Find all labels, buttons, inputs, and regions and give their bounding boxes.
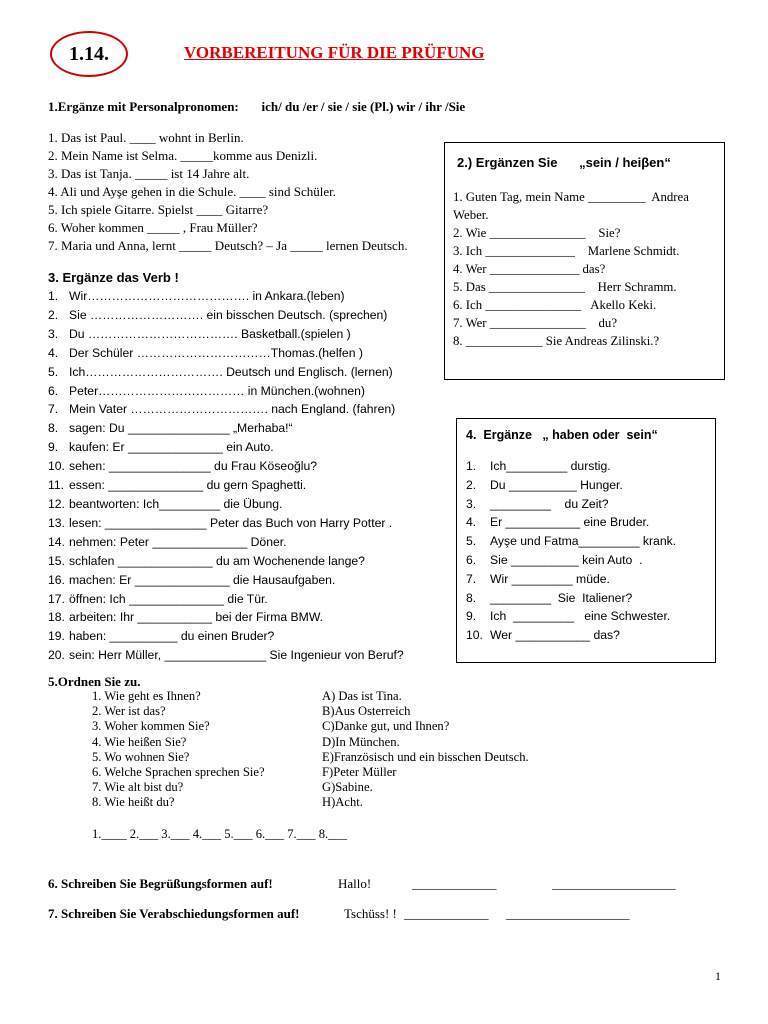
section5-answers	[322, 689, 529, 811]
item-number: 8.	[466, 590, 477, 605]
section3-heading: 3. Ergänze das Verb !	[48, 270, 179, 285]
item-number: 5.	[466, 534, 477, 549]
item-number: 15.	[48, 553, 65, 568]
list-item	[48, 419, 404, 438]
item-text: nehmen: Peter ______________ Döner.	[69, 534, 287, 549]
item-number: 11.	[48, 478, 65, 493]
item-text: Sie ………………………. ein bisschen Deutsch. (sprechen)	[69, 307, 388, 322]
list-item: 1. Guten Tag, mein Name _________ Andrea Weber.	[453, 190, 692, 222]
item-number: 3.	[466, 496, 477, 511]
item-text: schlafen ______________ du am Wochenende lange?	[69, 553, 365, 568]
list-item	[48, 590, 404, 609]
item-text: sagen: Du _______________ „Merhaba!“	[69, 421, 293, 436]
section6-example: Hallo!	[338, 876, 372, 891]
list-item	[466, 607, 676, 626]
list-item	[48, 533, 404, 552]
list-item: 4. Wer ______________ das?	[453, 262, 606, 276]
list-item	[466, 589, 676, 608]
list-item	[48, 627, 404, 646]
list-item: 7. Wer _______________ du?	[453, 316, 618, 330]
list-item	[466, 570, 676, 589]
item-number: 16.	[48, 572, 65, 587]
item-number: 9.	[48, 440, 59, 455]
item-number: 8.	[48, 421, 59, 436]
item-text: lesen: _______________ Peter das Buch von Harry Potter .	[69, 515, 393, 530]
item-text: arbeiten: Ihr ___________ bei der Firma BMW.	[69, 610, 324, 625]
item-text: Wir _________ müde.	[490, 571, 610, 586]
item-text: essen: ______________ du gern Spaghetti.	[69, 478, 307, 493]
section4-box	[456, 418, 716, 663]
list-item	[466, 551, 676, 570]
item-text: Ich……………………………. Deutsch und Englisch. (lernen)	[69, 364, 393, 379]
item-text: _________ Sie Italiener?	[490, 590, 633, 605]
list-item	[48, 646, 404, 665]
answer-item: E)Französisch und ein bisschen Deutsch.	[322, 749, 529, 764]
section5-answer-blanks: 1.____ 2.___ 3.___ 4.___ 5.___ 6.___ 7.___ 8.___	[92, 827, 348, 841]
list-item	[48, 552, 404, 571]
list-item	[48, 363, 404, 382]
item-number: 6.	[466, 552, 477, 567]
item-text: Peter……………………………… in München.(wohnen)	[69, 383, 365, 398]
list-item	[48, 438, 404, 457]
item-text: Ayşe und Fatma_________ krank.	[490, 534, 677, 549]
question-item: 4. Wie heißen Sie?	[92, 734, 187, 749]
item-number: 20.	[48, 648, 65, 663]
question-item: 5. Wo wohnen Sie?	[92, 749, 190, 764]
list-item: 4. Ali und Ayşe gehen in die Schule. ____ sind Schüler.	[48, 184, 337, 199]
item-text: sein: Herr Müller, _______________ Sie Ingenieur von Beruf?	[69, 648, 404, 663]
item-text: Mein Vater ……………………………. nach England. (fahren)	[69, 402, 396, 417]
list-item: 8. ____________ Sie Andreas Zilinski.?	[453, 334, 660, 348]
list-item: 5. Ich spiele Gitarre. Spielst ____ Gitarre?	[48, 202, 269, 217]
item-text: Ich _________ eine Schwester.	[490, 609, 671, 624]
list-item: 2. Wie _______________ Sie?	[453, 226, 621, 240]
list-item	[466, 513, 676, 532]
item-number: 1.	[466, 459, 477, 473]
section7-blank-1: _____________	[404, 906, 489, 921]
list-item	[48, 382, 404, 401]
item-number: 13.	[48, 515, 65, 530]
list-item: 3. Das ist Tanja. _____ ist 14 Jahre alt.	[48, 166, 250, 181]
section5-questions	[92, 689, 265, 811]
item-number: 19.	[48, 629, 65, 644]
list-item	[48, 608, 404, 627]
section3-list	[48, 287, 404, 665]
item-text: machen: Er ______________ die Hausaufgaben.	[69, 572, 336, 587]
question-item: 1. Wie geht es Ihnen?	[92, 689, 201, 703]
item-text: Wir…………………………………. in Ankara.(leben)	[69, 289, 345, 303]
section4-list	[466, 457, 676, 645]
item-text: _________ du Zeit?	[490, 496, 609, 511]
list-item	[466, 495, 676, 514]
item-number: 10.	[466, 628, 483, 643]
section5-heading: 5.Ordnen Sie zu.	[48, 674, 141, 689]
list-item	[48, 457, 404, 476]
list-item: 6. Woher kommen _____ , Frau Müller?	[48, 220, 258, 235]
list-item: 2. Mein Name ist Selma. _____komme aus Denizli.	[48, 148, 318, 163]
answer-item: A) Das ist Tina.	[322, 689, 402, 703]
question-item: 7. Wie alt bist du?	[92, 780, 184, 795]
item-number: 1.	[48, 289, 59, 303]
section6-blank-1: _____________	[412, 876, 497, 891]
list-item	[48, 325, 404, 344]
list-item: 1. Das ist Paul. ____ wohnt in Berlin.	[48, 130, 244, 145]
item-number: 2.	[466, 477, 477, 492]
answer-item: F)Peter Müller	[322, 765, 397, 780]
list-item	[48, 400, 404, 419]
list-item	[48, 476, 404, 495]
section2-heading: 2.) Ergänzen Sie „sein / heiβen“	[457, 155, 671, 170]
item-text: haben: __________ du einen Bruder?	[69, 629, 275, 644]
list-item	[48, 571, 404, 590]
item-number: 7.	[466, 571, 477, 586]
list-item: 5. Das _______________ Herr Schramm.	[453, 280, 677, 294]
item-text: Du ………………………………. Basketball.(spielen )	[69, 326, 351, 341]
section7-label: 7. Schreiben Sie Verabschiedungsformen auf!	[48, 906, 300, 921]
list-item	[48, 495, 404, 514]
item-text: Ich_________ durstig.	[490, 459, 611, 473]
item-number: 7.	[48, 402, 59, 417]
item-number: 10.	[48, 459, 65, 474]
answer-item: C)Danke gut, und Ihnen?	[322, 719, 450, 734]
item-text: Er ___________ eine Bruder.	[490, 515, 650, 530]
list-item: 3. Ich ______________ Marlene Schmidt.	[453, 244, 680, 258]
answer-item: H)Acht.	[322, 795, 363, 810]
item-text: Der Schüler ……………………………Thomas.(helfen )	[69, 345, 363, 360]
section2-box	[444, 142, 725, 380]
question-item: 8. Wie heißt du?	[92, 795, 175, 810]
section6-blank-2: ___________________	[552, 876, 676, 891]
list-item	[48, 287, 404, 306]
question-item: 3. Woher kommen Sie?	[92, 719, 210, 734]
exercise-number: 1.14.	[69, 42, 109, 65]
list-item	[466, 476, 676, 495]
item-text: Du __________ Hunger.	[490, 477, 623, 492]
answer-item: G)Sabine.	[322, 780, 373, 795]
list-item	[466, 457, 676, 476]
list-item	[466, 532, 676, 551]
item-number: 3.	[48, 326, 59, 341]
section4-heading: 4. Ergänze „ haben oder sein“	[466, 428, 658, 442]
list-item	[48, 514, 404, 533]
item-text: Wer ___________ das?	[490, 628, 620, 643]
item-number: 14.	[48, 534, 65, 549]
item-text: beantworten: Ich_________ die Übung.	[69, 496, 283, 511]
section7-example: Tschüss! !	[344, 906, 397, 921]
section6-label: 6. Schreiben Sie Begrüßungsformen auf!	[48, 876, 273, 891]
item-text: öffnen: Ich ______________ die Tür.	[69, 591, 268, 606]
question-item: 6. Welche Sprachen sprechen Sie?	[92, 765, 265, 780]
item-number: 4.	[48, 345, 59, 360]
page-title: VORBEREITUNG FÜR DIE PRÜFUNG	[184, 43, 485, 62]
item-number: 12.	[48, 496, 65, 511]
item-text: Sie __________ kein Auto .	[490, 552, 643, 567]
item-number: 9.	[466, 609, 477, 624]
section2-list	[453, 188, 721, 350]
item-text: sehen: _______________ du Frau Köseoğlu?	[69, 459, 318, 474]
item-number: 17.	[48, 591, 65, 606]
item-number: 4.	[466, 515, 477, 530]
section7-blank-2: ___________________	[506, 906, 630, 921]
answer-item: B)Aus Osterreich	[322, 704, 411, 719]
item-text: kaufen: Er ______________ ein Auto.	[69, 440, 274, 455]
list-item	[466, 626, 676, 645]
item-number: 5.	[48, 364, 59, 379]
item-number: 6.	[48, 383, 59, 398]
list-item	[48, 306, 404, 325]
list-item	[48, 344, 404, 363]
list-item: 7. Maria und Anna, lernt _____ Deutsch? – Ja _____ lernen Deutsch.	[48, 238, 408, 253]
page-number: 1	[715, 969, 721, 983]
exercise-number-badge	[50, 31, 128, 77]
item-number: 2.	[48, 307, 59, 322]
answer-item: D)In München.	[322, 734, 400, 749]
question-item: 2. Wer ist das?	[92, 704, 166, 719]
section1-list	[48, 129, 408, 255]
section1-heading: 1.Ergänze mit Personalpronomen: ich/ du /er / sie / sie (Pl.) wir / ihr /Sie	[48, 99, 466, 114]
list-item: 6. Ich _______________ Akello Keki.	[453, 298, 657, 312]
item-number: 18.	[48, 610, 65, 625]
